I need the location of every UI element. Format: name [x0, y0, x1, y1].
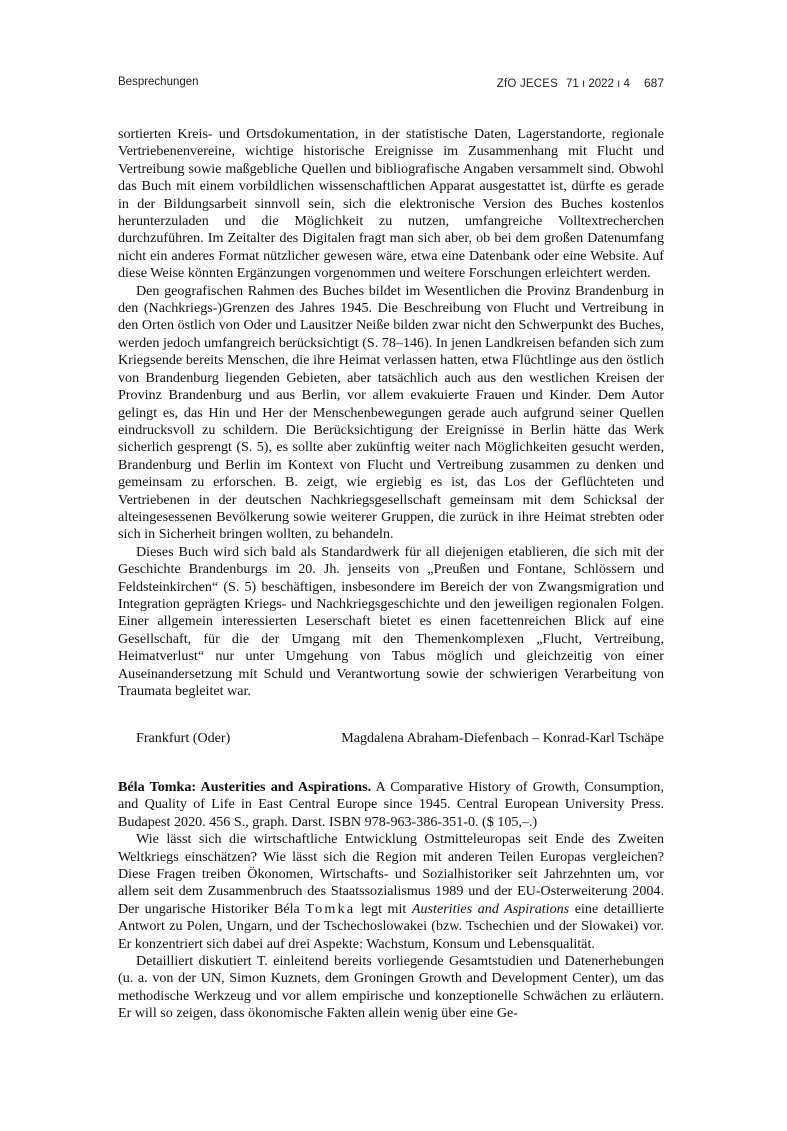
- page-number: 687: [643, 76, 664, 90]
- review-2-text: legt mit: [355, 900, 412, 917]
- journal-name: ZfO JECES: [496, 78, 559, 90]
- review-1-signature: [136, 730, 664, 748]
- review-2-heading: [118, 779, 664, 831]
- review-2-body: [118, 779, 664, 1023]
- signature-place: Frankfurt (Oder): [136, 730, 231, 746]
- review-2-paragraph: [118, 831, 664, 953]
- review-2-text: Wie lässt sich die wirtschaftliche Entwicklung Ostmitteleuropas seit Ende des Zweiten Weltkriegs einschätzen? Wie lässt sich die Region mit anderen Teilen Europas vergleichen? Diese Fragen treiben Ökonomen, Wirtschafts- und Sozialhistoriker seit Jahrzehnten um, vor allem seit dem Zusammenbruch des Staatssozialismus 1989 und der EU-Osterweiterung 2004. Der ungarische Historiker Béla: [118, 831, 664, 917]
- volume-issue: 71 ı 2022 ı 4: [566, 78, 630, 90]
- review-2-paragraph: Detailliert diskutiert T. einleitend bereits vorliegende Gesamtstudien und Datenerhebungen (u. a. von der UN, Simon Kuznets, dem Groningen Growth and Development Center), um das methodische Werkzeug und vor allem empirische und konzeptionelle Schwächen zu erläutern. Er will so zeigen, dass ökonomische Fakten allein wenig über eine Ge-: [118, 953, 664, 1022]
- review-1-body: [118, 126, 664, 700]
- review-1-paragraph: sortierten Kreis- und Ortsdokumentation, in der statistische Daten, Lagerstandorte, regionale Vertriebenenvereine, wichtige historische Ereignisse im Zusammenhang mit Flucht und Vertreibung sowie maßgebliche Quellen und bibliografische Angaben versammelt sind. Obwohl das Buch mit einem vorbildlichen wissenschaftlichen Apparat ausgestattet ist, dürfte es gerade in der Bildungsarbeit sinnvoll sein, sich die elektronische Version des Buches kostenlos herunterzuladen und die Möglichkeit zu nutzen, umfangreiche Volltextrecherchen durchzuführen. Im Zeitalter des Digitalen fragt man sich aber, ob bei dem großen Datenumfang nicht ein anderes Format nützlicher gewesen wäre, etwa eine Datenbank oder eine Website. Auf diese Weise könnten Ergänzungen vorgenommen und weitere Forschungen erleichtert werden.: [118, 126, 664, 282]
- review-1-paragraph: Dieses Buch wird sich bald als Standardwerk für all diejenigen etablieren, die sich mit der Geschichte Brandenburgs im 20. Jh. jenseits von „Preußen und Fontane, Schlössern und Feldsteinkirchen“ (S. 5) beschäftigen, insbesondere im Bereich der von Zwangsmigration und Integration geprägten Kriegs- und Nachkriegsgeschichte und den jeweiligen regionalen Folgen. Einer allgemein interessierten Leserschaft bietet es einen facettenreichen Blick auf eine Gesellschaft, für die der Umgang mit den Themenkomplexen „Flucht, Vertreibung, Heimatverlust“ nur unter Umgehung von Tabus möglich und gleichzeitig von einer Auseinandersetzung mit Schuld und Verantwortung sowie der schwierigen Verarbeitung von Traumata begleitet war.: [118, 543, 664, 699]
- section-title: Besprechungen: [118, 76, 199, 88]
- author-name: Tomka: [305, 900, 356, 917]
- signature-authors: Magdalena Abraham-Diefenbach – Konrad-Karl Tschäpe: [341, 730, 664, 746]
- review-2-text: eine detaillierte Antwort zu Polen, Ungarn, und der Tschechoslowakei (bzw. Tschechien und der Slowakei) vor. Er konzentriert sich dabei auf drei Aspekte: Wachstum, Konsum und Lebensqualität.: [118, 900, 665, 952]
- book-title: Austerities and Aspirations: [411, 900, 570, 917]
- review-1-paragraph: Den geografischen Rahmen des Buches bildet im Wesentlichen die Provinz Brandenburg in den (Nachkriegs-)Grenzen des Jahres 1945. Die Beschreibung von Flucht und Vertreibung in den Orten östlich von Oder und Lausitzer Neiße bilden zwar nicht den Schwerpunkt des Buches, werden jedoch umfangreich berücksichtigt (S. 78–146). In jenen Landkreisen befanden sich zum Kriegsende bereits Menschen, die ihre Heimat verlassen hatten, etwa Flüchtlinge aus den östlich von Brandenburg liegenden Gebieten, aber tatsächlich auch aus den westlichen Kreisen der Provinz Brandenburg und aus Berlin, vor allem evakuierte Frauen und Kinder. Dem Autor gelingt es, das Hin und Her der Menschenbewegungen gerade auch aufgrund seiner Quellen eindrucksvoll zu schildern. Die Berücksichtigung der Ereignisse in Berlin hätte das Werk sicherlich gesprengt (S. 5), es sollte aber zukünftig weiter nach Möglichkeiten gesucht werden, Brandenburg und Berlin im Kontext von Flucht und Vertreibung zusammen zu denken und gemeinsam zu erforschen. B. zeigt, wie ergiebig es ist, das Los der Geflüchteten und Vertriebenen in der deutschen Nachkriegsgesellschaft gemeinsam mit dem Schicksal der alteingesessenen Bevölkerung sowie weiterer Gruppen, die zurück in ihre Heimat strebten oder sich in Sicherheit bringen wollten, zu behandeln.: [118, 282, 664, 543]
- journal-info: [497, 76, 664, 90]
- running-header: [118, 76, 664, 94]
- review-2-title-bold: Béla Tomka: Austerities and Aspirations.: [118, 779, 372, 795]
- review-2-bibliography: A Comparative History of Growth, Consumption, and Quality of Life in East Central Europe since 1945. Central European University Press. Budapest 2020. 456 S., graph. Darst. ISBN 978-963-386-351-0. ($ 105,–.): [118, 779, 664, 830]
